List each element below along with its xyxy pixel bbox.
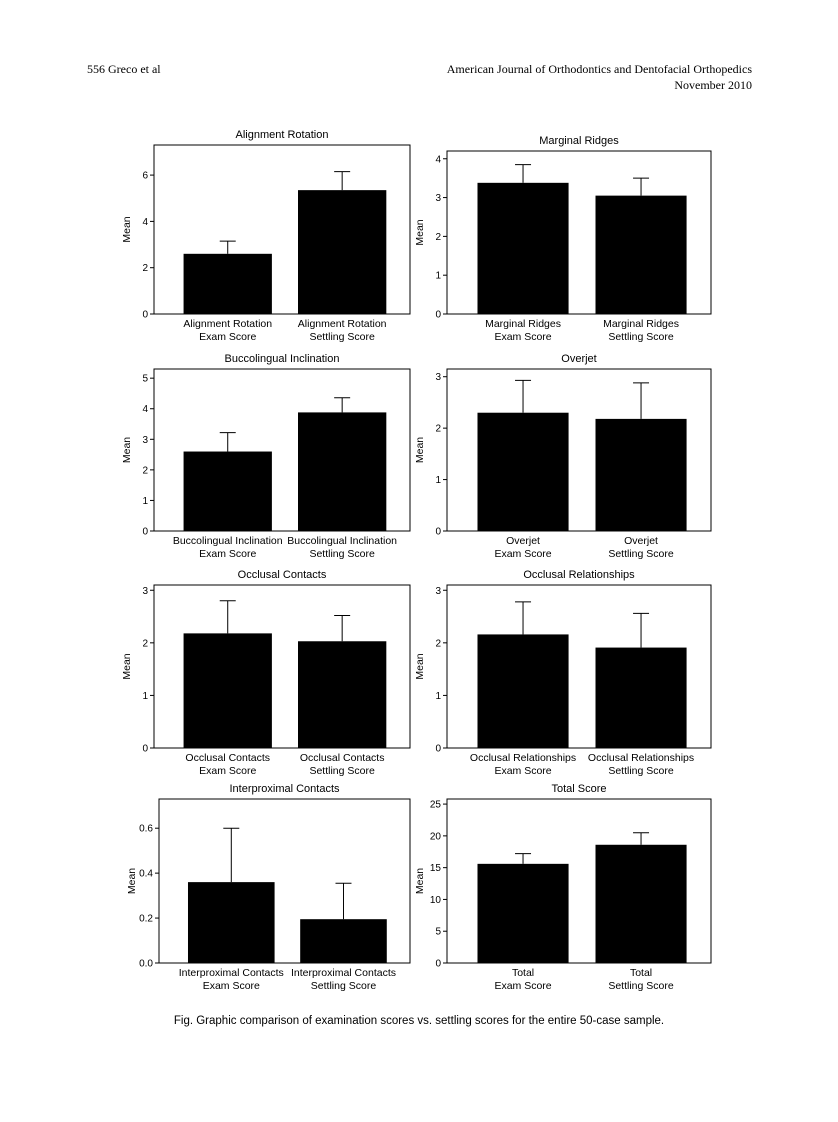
y-tick-label: 0 [142, 743, 148, 755]
x-tick-label: Overjet [506, 535, 540, 547]
x-tick-label: Occlusal Contacts [185, 752, 271, 764]
x-tick-label: Exam Score [494, 548, 552, 560]
y-tick-label: 4 [435, 154, 441, 166]
y-tick-label: 3 [142, 585, 148, 597]
x-tick-label: Exam Score [199, 331, 257, 343]
x-tick-label: Interproximal Contacts [290, 967, 397, 979]
x-tick-label: Alignment Rotation [297, 318, 387, 330]
chart-title: Alignment Rotation [235, 129, 329, 141]
journal-title: American Journal of Orthodontics and Dentofacial Orthopedics [446, 62, 752, 76]
page-number-author: 556 Greco et al [87, 62, 161, 76]
y-axis-label: Mean [414, 653, 426, 680]
bar [477, 183, 568, 314]
y-tick-label: 3 [435, 372, 441, 384]
y-tick-label: 10 [429, 894, 441, 906]
x-tick-label: Buccolingual Inclination [287, 535, 398, 547]
x-tick-label: Buccolingual Inclination [172, 535, 283, 547]
y-axis-label: Mean [414, 867, 426, 895]
bar [188, 882, 275, 963]
x-tick-label: Settling Score [608, 765, 674, 777]
bar [184, 452, 272, 531]
y-tick-label: 25 [429, 799, 441, 811]
y-axis-label: Mean [414, 436, 426, 464]
y-tick-label: 0 [435, 526, 441, 538]
y-tick-label: 5 [435, 926, 441, 938]
x-tick-label: Alignment Rotation [183, 318, 273, 330]
x-tick-label: Settling Score [608, 331, 674, 343]
x-tick-label: Interproximal Contacts [178, 967, 284, 979]
y-tick-label: 0 [435, 309, 441, 321]
chart-title: Marginal Ridges [539, 135, 619, 147]
bar [298, 412, 386, 531]
x-tick-label: Settling Score [309, 765, 375, 777]
bar [477, 413, 568, 531]
x-tick-label: Overjet [624, 535, 658, 547]
issue-date: November 2010 [674, 78, 752, 92]
chart-title: Occlusal Relationships [523, 569, 635, 581]
x-tick-label: Settling Score [608, 548, 674, 560]
x-tick-label: Total [629, 967, 653, 979]
x-tick-label: Settling Score [309, 331, 375, 343]
x-tick-label: Exam Score [199, 548, 257, 560]
bar [300, 919, 387, 963]
bar [596, 419, 687, 531]
x-tick-label: Settling Score [608, 980, 674, 992]
y-tick-label: 3 [435, 193, 441, 205]
y-tick-label: 0.6 [139, 823, 153, 835]
y-tick-label: 0 [435, 958, 441, 970]
y-axis-label: Mean [121, 216, 133, 243]
y-tick-label: 1 [435, 690, 441, 702]
bar [596, 196, 687, 314]
y-tick-label: 2 [435, 231, 441, 243]
x-tick-label: Marginal Ridges [603, 318, 679, 330]
chart-title: Buccolingual Inclination [224, 353, 340, 365]
x-tick-label: Settling Score [309, 548, 375, 560]
y-tick-label: 20 [429, 831, 441, 843]
y-tick-label: 0.4 [139, 868, 153, 880]
bar [477, 634, 568, 748]
figure-caption: Fig. Graphic comparison of examination scores vs. settling scores for the entire 50-case sample. [173, 1015, 665, 1027]
y-tick-label: 1 [435, 270, 441, 282]
y-tick-label: 0 [435, 743, 441, 755]
y-tick-label: 0.0 [139, 958, 153, 970]
bar [184, 254, 272, 314]
x-tick-label: Total [511, 967, 535, 979]
y-tick-label: 6 [142, 170, 148, 182]
chart-title: Occlusal Contacts [237, 569, 327, 581]
bar [596, 845, 687, 963]
chart-title: Interproximal Contacts [229, 783, 340, 795]
y-tick-label: 4 [142, 216, 148, 228]
x-tick-label: Exam Score [202, 980, 260, 992]
x-tick-label: Exam Score [494, 765, 552, 777]
y-tick-label: 2 [142, 465, 148, 477]
y-axis-label: Mean [121, 653, 133, 680]
bar [184, 633, 272, 748]
chart-title: Overjet [561, 353, 597, 365]
y-tick-label: 1 [142, 690, 148, 702]
y-tick-label: 2 [435, 638, 441, 650]
bar [596, 648, 687, 748]
y-tick-label: 5 [142, 373, 148, 385]
y-tick-label: 0.2 [139, 913, 153, 925]
x-tick-label: Occlusal Relationships [587, 752, 695, 764]
y-axis-label: Mean [121, 436, 133, 464]
bar [298, 190, 386, 314]
y-tick-label: 1 [435, 475, 441, 487]
x-tick-label: Exam Score [494, 980, 552, 992]
y-tick-label: 15 [429, 863, 441, 875]
y-tick-label: 0 [142, 309, 148, 321]
y-tick-label: 3 [435, 585, 441, 597]
y-tick-label: 2 [142, 263, 148, 275]
x-tick-label: Marginal Ridges [485, 318, 561, 330]
bar [477, 864, 568, 963]
y-tick-label: 0 [142, 526, 148, 538]
y-tick-label: 1 [142, 495, 148, 507]
x-tick-label: Exam Score [199, 765, 257, 777]
y-tick-label: 4 [142, 404, 148, 416]
x-tick-label: Occlusal Relationships [469, 752, 577, 764]
chart-title: Total Score [551, 783, 607, 795]
y-axis-label: Mean [414, 219, 426, 246]
y-tick-label: 3 [142, 434, 148, 446]
bar [298, 641, 386, 748]
y-axis-label: Mean [126, 867, 138, 895]
x-tick-label: Exam Score [494, 331, 552, 343]
y-tick-label: 2 [435, 423, 441, 435]
y-tick-label: 2 [142, 638, 148, 650]
x-tick-label: Occlusal Contacts [299, 752, 385, 764]
x-tick-label: Settling Score [310, 980, 377, 992]
